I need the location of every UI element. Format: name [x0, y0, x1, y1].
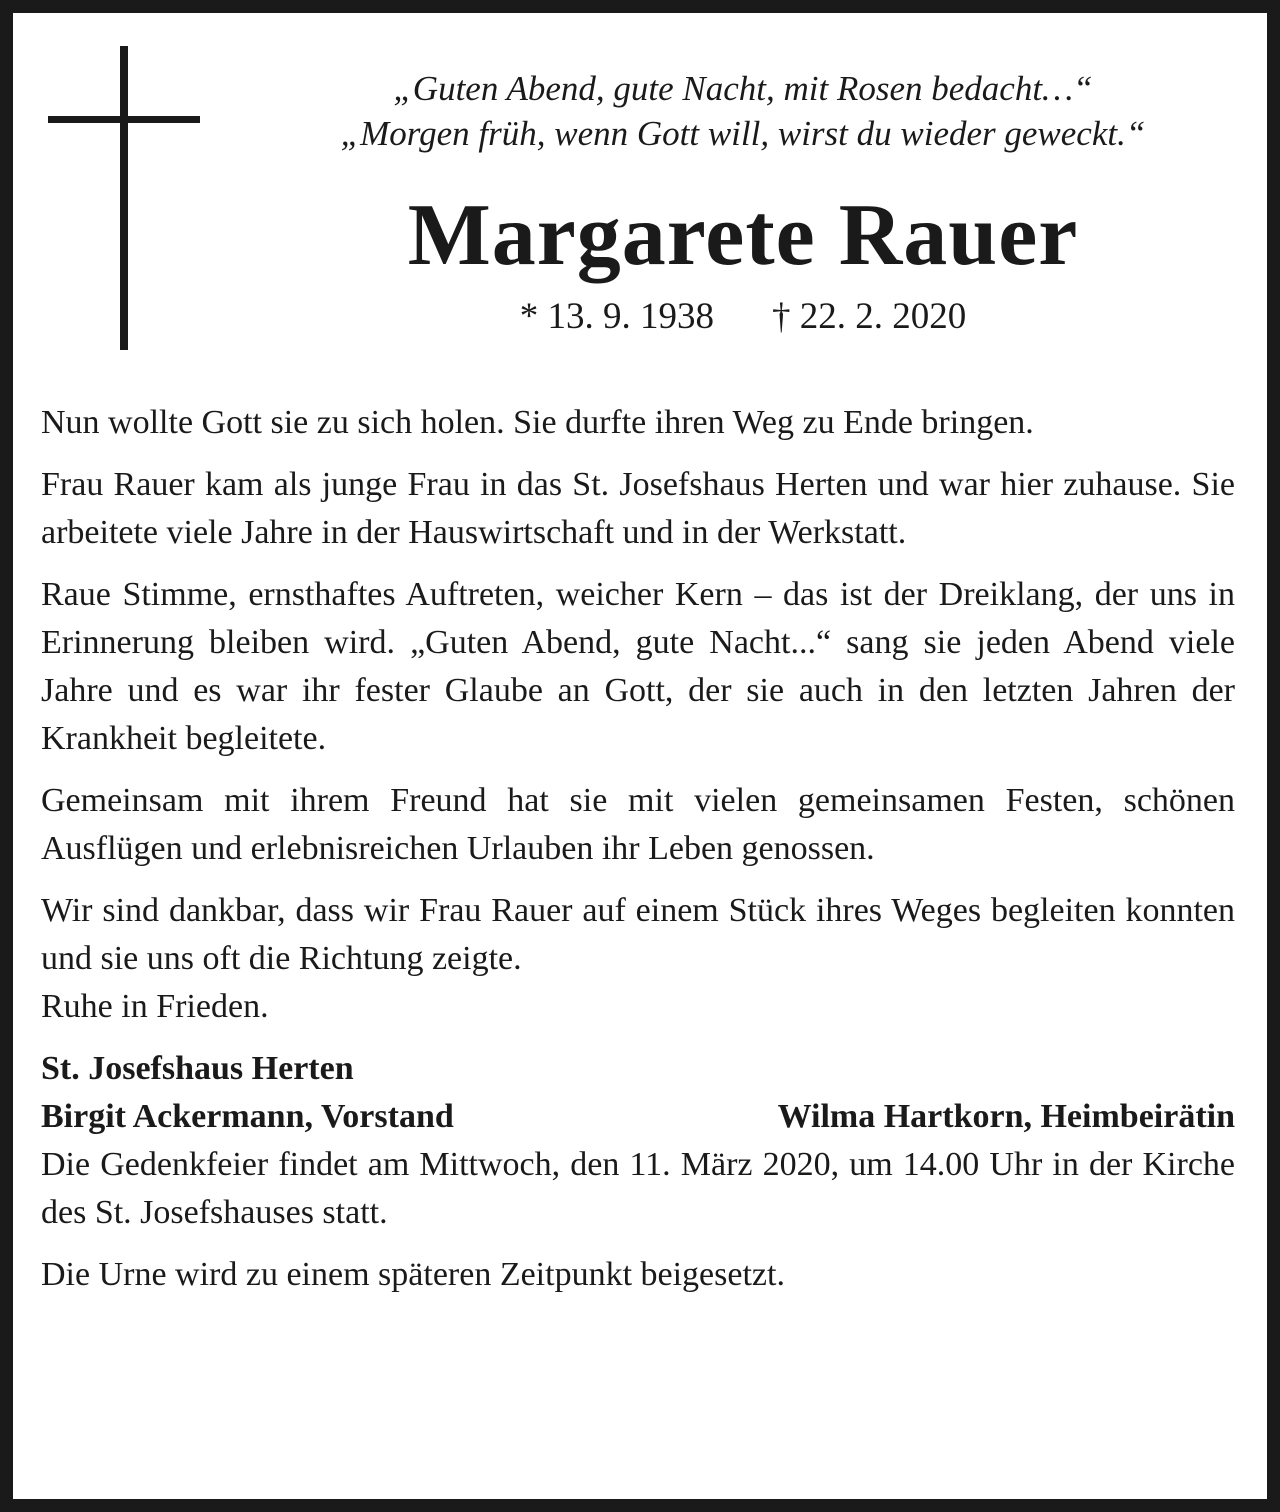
signature-block [41, 1045, 1235, 1141]
paragraph-3: Raue Stimme, ernsthaftes Auftreten, weicher Kern – das ist der Dreiklang, der uns in Erinnerung bleiben wird. „Guten Abend, gute Nacht...“ sang sie jeden Abend viele Jahre und es war ihr fester Glaube an Gott, der sie auch in den letzten Jahren der Krankheit begleitete. [41, 576, 1235, 757]
death-date: † 22. 2. 2020 [772, 296, 967, 337]
cross-icon [48, 46, 200, 350]
birth-date: * 13. 9. 1938 [519, 296, 714, 337]
life-dates [213, 294, 1273, 340]
urn-notice: Die Urne wird zu einem späteren Zeitpunkt beigesetzt. [41, 1256, 785, 1293]
paragraph-1: Nun wollte Gott sie zu sich holen. Sie durfte ihren Weg zu Ende bringen. [41, 404, 1034, 441]
deceased-name: Margarete Rauer [407, 187, 1079, 284]
paragraph-2: Frau Rauer kam als junge Frau in das St. Josefshaus Herten und war hier zuhause. Sie arbeitete viele Jahre in der Hauswirtschaft und in der Werkstatt. [41, 466, 1235, 551]
quote-line-2: „Morgen früh, wenn Gott will, wirst du wieder geweckt.“ [340, 114, 1146, 153]
cross-horizontal-bar [48, 116, 200, 123]
signature-row [41, 1093, 1235, 1141]
cross-vertical-bar [120, 46, 128, 350]
paragraph-4: Gemeinsam mit ihrem Freund hat sie mit vielen gemeinsamen Festen, schönen Ausflügen und erlebnisreichen Urlauben ihr Leben genossen. [41, 782, 1235, 867]
paragraph-5: Wir sind dankbar, dass wir Frau Rauer auf einem Stück ihres Weges begleiten konnten und sie uns oft die Richtung zeigte. [41, 892, 1235, 977]
obituary-body [41, 399, 1235, 1313]
quote-line-1: „Guten Abend, gute Nacht, mit Rosen bedacht…“ [393, 69, 1093, 108]
header [213, 66, 1273, 340]
paragraph-6: Ruhe in Frieden. [41, 988, 269, 1025]
signature-right: Wilma Hartkorn, Heimbeirätin [777, 1098, 1235, 1135]
signature-organization: St. Josefshaus Herten [41, 1050, 354, 1087]
signature-left: Birgit Ackermann, Vorstand [41, 1098, 454, 1135]
ceremony-notice: Die Gedenkfeier findet am Mittwoch, den 11. März 2020, um 14.00 Uhr in der Kirche des St. Josefshauses statt. [41, 1146, 1235, 1231]
